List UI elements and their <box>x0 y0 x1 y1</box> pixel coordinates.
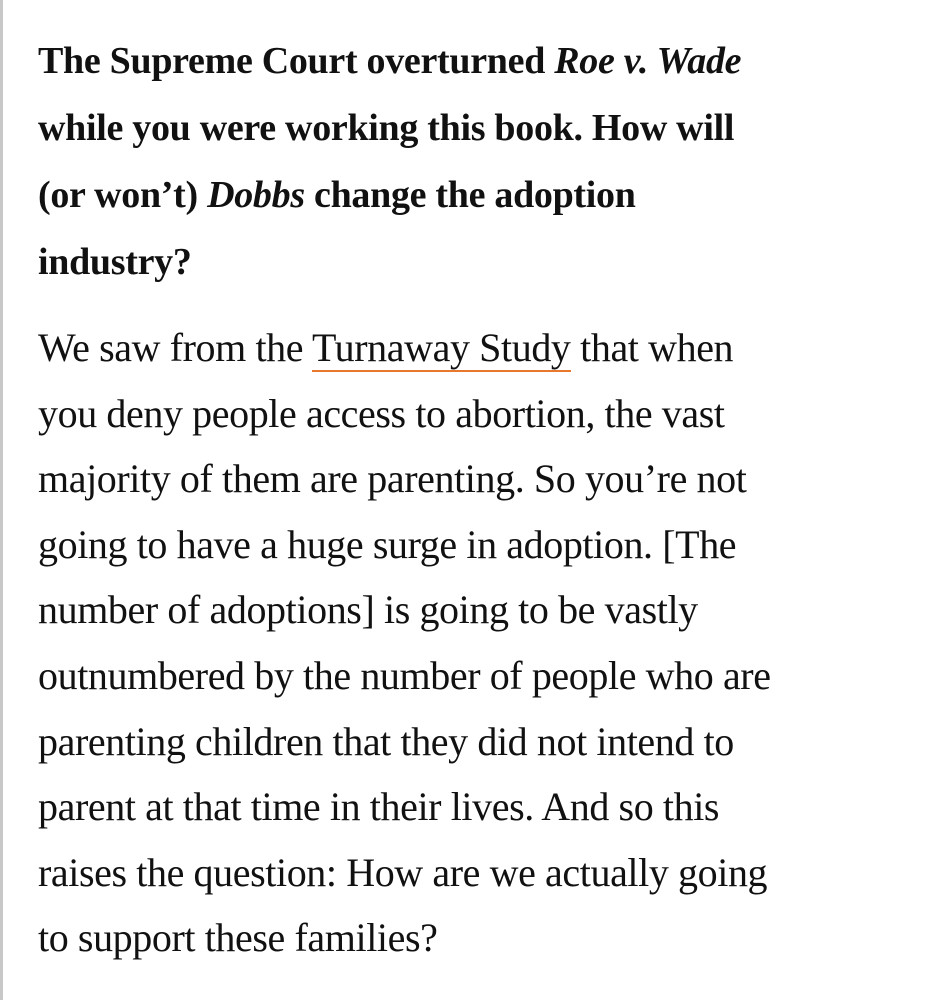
question-line: industry? <box>38 241 192 283</box>
case-name-dobbs: Dobbs <box>207 174 305 216</box>
answer-line: to support these families? <box>38 915 438 961</box>
question-line: The Supreme Court overturned Roe v. Wade <box>38 40 742 82</box>
answer-line: outnumbered by the number of people who are <box>38 652 771 698</box>
article-body <box>38 0 928 971</box>
answer-line: parent at that time in their lives. And so this <box>38 784 720 830</box>
question-line: (or won’t) Dobbs change the adoption <box>38 174 636 216</box>
interview-question <box>38 0 928 296</box>
answer-line: parenting children that they did not intend to <box>38 718 734 764</box>
answer-line: majority of them are parenting. So you’re not <box>38 456 747 502</box>
question-line: while you were working this book. How will <box>38 107 735 149</box>
case-name-roe: Roe v. Wade <box>554 40 742 82</box>
answer-line: We saw from the Turnaway Study that when <box>38 325 734 370</box>
interview-answer <box>38 315 928 971</box>
answer-line: you deny people access to abortion, the vast <box>38 390 725 436</box>
answer-line: raises the question: How are we actually going <box>38 849 768 895</box>
turnaway-study-link[interactable]: Turnaway Study <box>312 325 571 370</box>
answer-line: going to have a huge surge in adoption. [The <box>38 521 737 567</box>
answer-line: number of adoptions] is going to be vastly <box>38 587 698 633</box>
left-border-rule <box>0 0 3 1000</box>
